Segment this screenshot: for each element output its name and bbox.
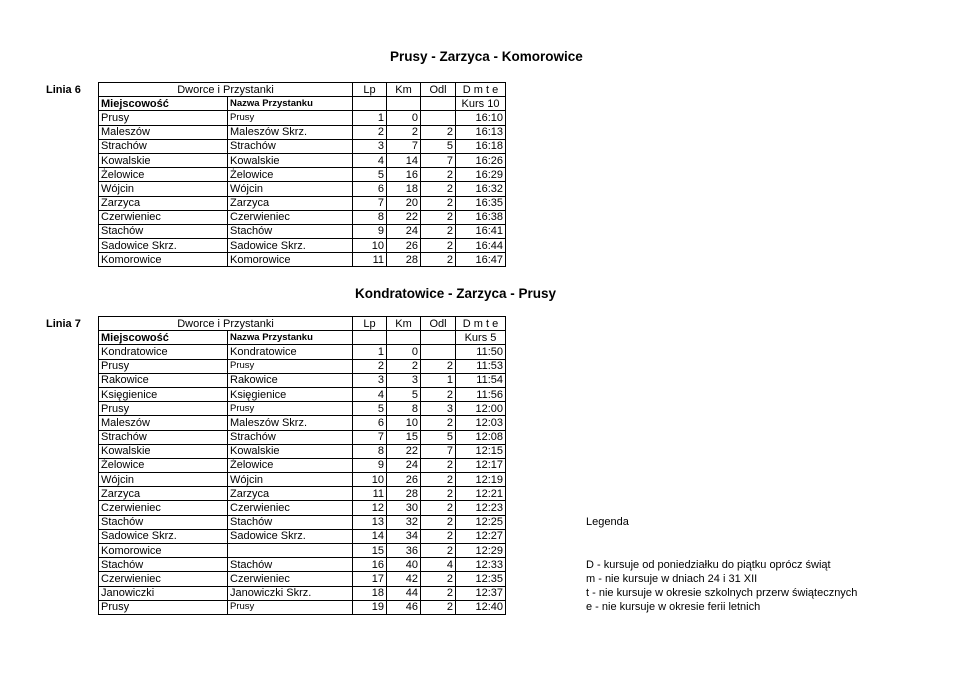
- stop-cell: Wójcin: [228, 182, 353, 196]
- km-cell: 26: [387, 473, 421, 487]
- stop-cell: Stachów: [228, 558, 353, 572]
- odl-cell: 2: [421, 600, 456, 614]
- table-row: [99, 387, 506, 401]
- km-cell: 32: [387, 515, 421, 529]
- lp-cell: 4: [353, 387, 387, 401]
- table-row: [99, 487, 506, 501]
- time-cell: 12:23: [456, 501, 506, 515]
- stop-cell: Maleszów Skrz.: [228, 416, 353, 430]
- km-cell: 15: [387, 430, 421, 444]
- km-cell: 30: [387, 501, 421, 515]
- time-cell: 16:38: [456, 210, 506, 224]
- stop-cell: Wójcin: [228, 473, 353, 487]
- town-cell: Prusy: [99, 600, 228, 614]
- lp-cell: 6: [353, 182, 387, 196]
- odl-cell: [421, 111, 456, 125]
- town-cell: Strachów: [99, 430, 228, 444]
- time-cell: 16:41: [456, 224, 506, 238]
- odl-cell: 2: [421, 458, 456, 472]
- route-1-title: Prusy - Zarzyca - Komorowice: [390, 49, 583, 64]
- km-cell: 5: [387, 387, 421, 401]
- legend-item-d: D - kursuje od poniedziałku do piątku oprócz świąt: [586, 559, 831, 571]
- lp-cell: 19: [353, 600, 387, 614]
- stop-cell: Strachów: [228, 139, 353, 153]
- time-cell: 16:29: [456, 168, 506, 182]
- lp-cell: 1: [353, 345, 387, 359]
- odl-cell: 2: [421, 387, 456, 401]
- stop-cell: Komorowice: [228, 253, 353, 267]
- odl-cell: 2: [421, 196, 456, 210]
- km-cell: 34: [387, 529, 421, 543]
- table-row: [99, 529, 506, 543]
- lp-cell: 4: [353, 153, 387, 167]
- odl-cell: 2: [421, 501, 456, 515]
- line-7-label: Linia 7: [46, 318, 81, 330]
- odl-cell: 5: [421, 139, 456, 153]
- time-cell: 16:10: [456, 111, 506, 125]
- table-row: [99, 544, 506, 558]
- table-row: [99, 153, 506, 167]
- town-cell: Żelowice: [99, 458, 228, 472]
- subheader-row: [99, 97, 506, 111]
- table-row: [99, 402, 506, 416]
- time-cell: 12:21: [456, 487, 506, 501]
- town-cell: Księgienice: [99, 387, 228, 401]
- line-6-label: Linia 6: [46, 84, 81, 96]
- table-row: [99, 558, 506, 572]
- lp-cell: 18: [353, 586, 387, 600]
- km-cell: 44: [387, 586, 421, 600]
- odl-cell: 2: [421, 125, 456, 139]
- table-row: [99, 196, 506, 210]
- stop-cell: Prusy: [228, 359, 353, 373]
- km-cell: 2: [387, 359, 421, 373]
- odl-cell: 2: [421, 487, 456, 501]
- time-cell: 12:03: [456, 416, 506, 430]
- table-row: [99, 458, 506, 472]
- stop-cell: Janowiczki Skrz.: [228, 586, 353, 600]
- lp-cell: 1: [353, 111, 387, 125]
- timetable-line-7: [98, 316, 506, 615]
- stop-cell: Sadowice Skrz.: [228, 239, 353, 253]
- table-row: [99, 210, 506, 224]
- odl-cell: 2: [421, 239, 456, 253]
- subheader-row: [99, 331, 506, 345]
- stop-cell: Stachów: [228, 515, 353, 529]
- table-row: [99, 515, 506, 529]
- town-cell: Stachów: [99, 515, 228, 529]
- time-cell: 12:29: [456, 544, 506, 558]
- table-row: [99, 586, 506, 600]
- km-cell: 2: [387, 125, 421, 139]
- km-cell: 10: [387, 416, 421, 430]
- header-odl: Odl: [421, 83, 456, 97]
- odl-cell: 2: [421, 210, 456, 224]
- lp-cell: 17: [353, 572, 387, 586]
- header-stations: Dworce i Przystanki: [99, 317, 353, 331]
- odl-cell: 1: [421, 373, 456, 387]
- header-km-empty: [387, 97, 421, 111]
- lp-cell: 5: [353, 168, 387, 182]
- table-row: [99, 345, 506, 359]
- table-row: [99, 430, 506, 444]
- stop-cell: Rakowice: [228, 373, 353, 387]
- stop-cell: Zarzyca: [228, 196, 353, 210]
- header-km: Km: [387, 83, 421, 97]
- stop-cell: Żelowice: [228, 458, 353, 472]
- table-row: [99, 444, 506, 458]
- header-lp: Lp: [353, 317, 387, 331]
- legend-item-t: t - nie kursuje w okresie szkolnych przerw świątecznych: [586, 587, 858, 599]
- town-cell: Strachów: [99, 139, 228, 153]
- stop-cell: Księgienice: [228, 387, 353, 401]
- timetable-line-6: [98, 82, 506, 267]
- table-row: [99, 125, 506, 139]
- odl-cell: 2: [421, 182, 456, 196]
- odl-cell: 2: [421, 586, 456, 600]
- km-cell: 36: [387, 544, 421, 558]
- header-km: Km: [387, 317, 421, 331]
- table-row: [99, 111, 506, 125]
- town-cell: Zarzyca: [99, 487, 228, 501]
- town-cell: Sadowice Skrz.: [99, 239, 228, 253]
- lp-cell: 14: [353, 529, 387, 543]
- header-days: D m t e: [456, 83, 506, 97]
- odl-cell: 7: [421, 153, 456, 167]
- time-cell: 12:19: [456, 473, 506, 487]
- town-cell: Wójcin: [99, 182, 228, 196]
- header-row: [99, 317, 506, 331]
- lp-cell: 16: [353, 558, 387, 572]
- town-cell: Komorowice: [99, 253, 228, 267]
- lp-cell: 7: [353, 430, 387, 444]
- table-row: [99, 168, 506, 182]
- header-stop: Nazwa Przystanku: [228, 331, 353, 345]
- odl-cell: 7: [421, 444, 456, 458]
- table-row: [99, 182, 506, 196]
- lp-cell: 10: [353, 473, 387, 487]
- town-cell: Komorowice: [99, 544, 228, 558]
- km-cell: 28: [387, 487, 421, 501]
- odl-cell: 2: [421, 473, 456, 487]
- stop-cell: Zarzyca: [228, 487, 353, 501]
- town-cell: Prusy: [99, 359, 228, 373]
- lp-cell: 3: [353, 139, 387, 153]
- town-cell: Maleszów: [99, 125, 228, 139]
- lp-cell: 8: [353, 210, 387, 224]
- stop-cell: [228, 544, 353, 558]
- lp-cell: 2: [353, 125, 387, 139]
- town-cell: Czerwieniec: [99, 572, 228, 586]
- town-cell: Prusy: [99, 402, 228, 416]
- km-cell: 24: [387, 458, 421, 472]
- header-course: Kurs 10: [456, 97, 506, 111]
- table-row: [99, 359, 506, 373]
- lp-cell: 6: [353, 416, 387, 430]
- header-lp-empty: [353, 331, 387, 345]
- time-cell: 12:08: [456, 430, 506, 444]
- km-cell: 18: [387, 182, 421, 196]
- table-row: [99, 253, 506, 267]
- time-cell: 16:44: [456, 239, 506, 253]
- table-row: [99, 239, 506, 253]
- odl-cell: 2: [421, 544, 456, 558]
- time-cell: 12:15: [456, 444, 506, 458]
- town-cell: Prusy: [99, 111, 228, 125]
- header-km-empty: [387, 331, 421, 345]
- lp-cell: 13: [353, 515, 387, 529]
- time-cell: 16:18: [456, 139, 506, 153]
- odl-cell: [421, 345, 456, 359]
- header-town: Miejscowość: [99, 97, 228, 111]
- time-cell: 11:56: [456, 387, 506, 401]
- stop-cell: Prusy: [228, 111, 353, 125]
- town-cell: Maleszów: [99, 416, 228, 430]
- km-cell: 28: [387, 253, 421, 267]
- town-cell: Kowalskie: [99, 153, 228, 167]
- lp-cell: 15: [353, 544, 387, 558]
- km-cell: 46: [387, 600, 421, 614]
- table-row: [99, 416, 506, 430]
- table-row: [99, 572, 506, 586]
- header-town: Miejscowość: [99, 331, 228, 345]
- time-cell: 12:33: [456, 558, 506, 572]
- table-row: [99, 501, 506, 515]
- km-cell: 0: [387, 111, 421, 125]
- table-row: [99, 139, 506, 153]
- lp-cell: 9: [353, 224, 387, 238]
- time-cell: 11:50: [456, 345, 506, 359]
- stop-cell: Prusy: [228, 600, 353, 614]
- town-cell: Żelowice: [99, 168, 228, 182]
- stop-cell: Strachów: [228, 430, 353, 444]
- time-cell: 12:17: [456, 458, 506, 472]
- lp-cell: 11: [353, 487, 387, 501]
- town-cell: Czerwieniec: [99, 501, 228, 515]
- stop-cell: Czerwieniec: [228, 210, 353, 224]
- town-cell: Kowalskie: [99, 444, 228, 458]
- town-cell: Stachów: [99, 224, 228, 238]
- table-row: [99, 373, 506, 387]
- time-cell: 16:32: [456, 182, 506, 196]
- time-cell: 12:00: [456, 402, 506, 416]
- header-odl: Odl: [421, 317, 456, 331]
- odl-cell: 2: [421, 416, 456, 430]
- time-cell: 16:26: [456, 153, 506, 167]
- town-cell: Sadowice Skrz.: [99, 529, 228, 543]
- table-row: [99, 473, 506, 487]
- odl-cell: 5: [421, 430, 456, 444]
- header-days: D m t e: [456, 317, 506, 331]
- stop-cell: Czerwieniec: [228, 501, 353, 515]
- time-cell: 16:13: [456, 125, 506, 139]
- lp-cell: 11: [353, 253, 387, 267]
- odl-cell: 2: [421, 253, 456, 267]
- lp-cell: 9: [353, 458, 387, 472]
- header-odl-empty: [421, 331, 456, 345]
- km-cell: 42: [387, 572, 421, 586]
- odl-cell: 4: [421, 558, 456, 572]
- lp-cell: 12: [353, 501, 387, 515]
- town-cell: Czerwieniec: [99, 210, 228, 224]
- km-cell: 14: [387, 153, 421, 167]
- time-cell: 12:40: [456, 600, 506, 614]
- table-row: [99, 224, 506, 238]
- km-cell: 20: [387, 196, 421, 210]
- km-cell: 40: [387, 558, 421, 572]
- km-cell: 0: [387, 345, 421, 359]
- odl-cell: 2: [421, 224, 456, 238]
- town-cell: Janowiczki: [99, 586, 228, 600]
- time-cell: 11:54: [456, 373, 506, 387]
- town-cell: Kondratowice: [99, 345, 228, 359]
- odl-cell: 2: [421, 529, 456, 543]
- time-cell: 16:35: [456, 196, 506, 210]
- route-2-title: Kondratowice - Zarzyca - Prusy: [355, 286, 557, 301]
- stop-cell: Kowalskie: [228, 444, 353, 458]
- header-lp-empty: [353, 97, 387, 111]
- km-cell: 22: [387, 444, 421, 458]
- time-cell: 12:37: [456, 586, 506, 600]
- stop-cell: Kowalskie: [228, 153, 353, 167]
- time-cell: 11:53: [456, 359, 506, 373]
- km-cell: 22: [387, 210, 421, 224]
- stop-cell: Żelowice: [228, 168, 353, 182]
- lp-cell: 2: [353, 359, 387, 373]
- stop-cell: Kondratowice: [228, 345, 353, 359]
- time-cell: 16:47: [456, 253, 506, 267]
- town-cell: Rakowice: [99, 373, 228, 387]
- header-stop: Nazwa Przystanku: [228, 97, 353, 111]
- legend-item-m: m - nie kursuje w dniach 24 i 31 XII: [586, 573, 758, 585]
- time-cell: 12:27: [456, 529, 506, 543]
- stop-cell: Sadowice Skrz.: [228, 529, 353, 543]
- town-cell: Stachów: [99, 558, 228, 572]
- stop-cell: Prusy: [228, 402, 353, 416]
- time-cell: 12:35: [456, 572, 506, 586]
- km-cell: 8: [387, 402, 421, 416]
- table-row: [99, 600, 506, 614]
- km-cell: 16: [387, 168, 421, 182]
- lp-cell: 8: [353, 444, 387, 458]
- header-stations: Dworce i Przystanki: [99, 83, 353, 97]
- stop-cell: Stachów: [228, 224, 353, 238]
- odl-cell: 2: [421, 168, 456, 182]
- header-odl-empty: [421, 97, 456, 111]
- km-cell: 24: [387, 224, 421, 238]
- header-row: [99, 83, 506, 97]
- town-cell: Wójcin: [99, 473, 228, 487]
- lp-cell: 3: [353, 373, 387, 387]
- odl-cell: 3: [421, 402, 456, 416]
- header-lp: Lp: [353, 83, 387, 97]
- legend-title: Legenda: [586, 516, 629, 528]
- legend-item-e: e - nie kursuje w okresie ferii letnich: [586, 601, 761, 613]
- km-cell: 3: [387, 373, 421, 387]
- town-cell: Zarzyca: [99, 196, 228, 210]
- km-cell: 7: [387, 139, 421, 153]
- odl-cell: 2: [421, 572, 456, 586]
- km-cell: 26: [387, 239, 421, 253]
- odl-cell: 2: [421, 359, 456, 373]
- time-cell: 12:25: [456, 515, 506, 529]
- stop-cell: Czerwieniec: [228, 572, 353, 586]
- stop-cell: Maleszów Skrz.: [228, 125, 353, 139]
- lp-cell: 7: [353, 196, 387, 210]
- lp-cell: 10: [353, 239, 387, 253]
- header-course: Kurs 5: [456, 331, 506, 345]
- odl-cell: 2: [421, 515, 456, 529]
- lp-cell: 5: [353, 402, 387, 416]
